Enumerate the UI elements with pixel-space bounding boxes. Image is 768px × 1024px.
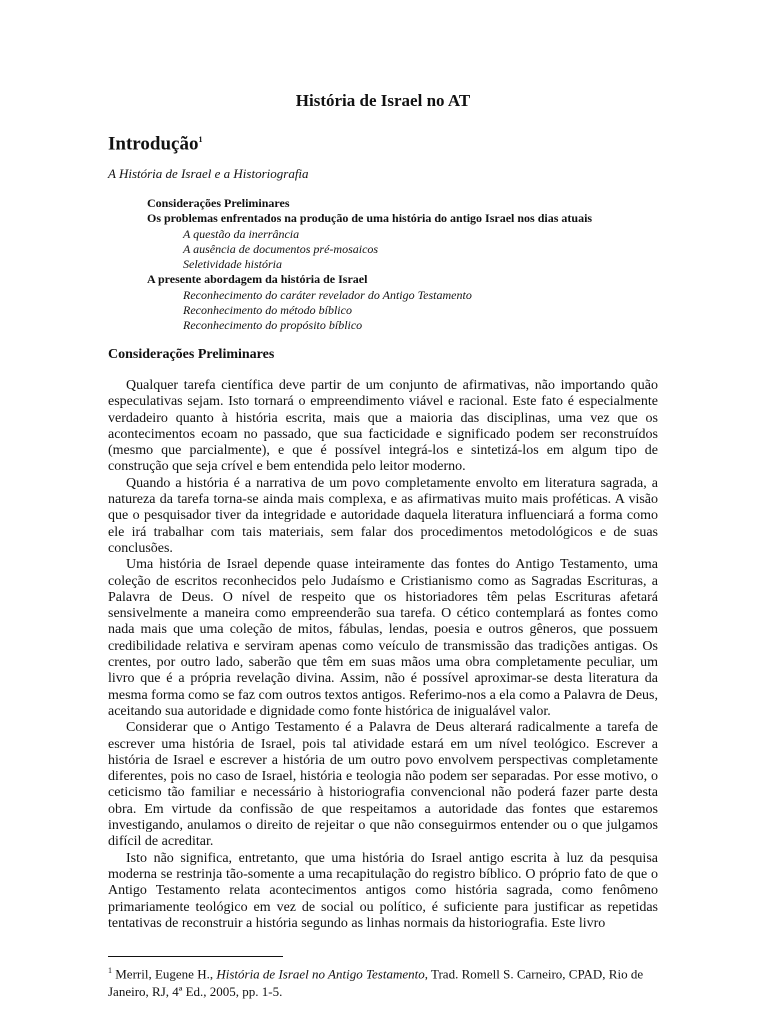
intro-heading-text: Introdução [108, 133, 199, 155]
body-text [108, 378, 658, 932]
outline-subitem: Reconhecimento do propósito bíblico [183, 318, 363, 333]
paragraph: Isto não significa, entretanto, que uma história do Israel antigo escrita à luz da pesquisa moderna se restrinja tão-somente a uma recapitulação do registro bíblico. O próprio fato de que o Antigo Testamento relata acontecimentos antigos como história sagrada, como fenômeno primariamente teológico em vez de social ou político, é suficiente para justificar as repetidas tentativas de reconstruir a história segundo as linhas normais da historiografia. Este livro [108, 850, 658, 931]
outline-item: A presente abordagem da história de Israel [147, 272, 368, 287]
document-title: História de Israel no AT [295, 91, 471, 110]
outline-subitem: Seletividade história [183, 257, 282, 272]
outline-subitem: A questão da inerrância [183, 226, 300, 241]
footnote-book-title: História de Israel no Antigo Testamento [216, 966, 425, 982]
intro-heading [108, 128, 202, 156]
footnote-details: , Trad. Romell S. Carneiro, CPAD, Rio de Janeiro, RJ, 4ª Ed., 2005, pp. 1-5. [108, 966, 644, 1000]
outline-item: Considerações Preliminares [147, 196, 290, 210]
footnote-author: Merril, Eugene H., [112, 966, 217, 982]
footnote-ref: 1 [198, 135, 203, 144]
outline-subitem: A ausência de documentos pré-mosaicos [183, 241, 379, 256]
outline-subitem: Reconhecimento do caráter revelador do Antigo Testamento [183, 287, 472, 302]
outline-subitem: Reconhecimento do método bíblico [183, 303, 352, 318]
section-heading: Considerações Preliminares [108, 347, 275, 362]
footnote [108, 962, 668, 1001]
outline-item: Os problemas enfrentados na produção de uma história do antigo Israel nos dias atuais [147, 211, 593, 226]
section-subtitle: A História de Israel e a Historiografia [108, 166, 309, 181]
outline-list [147, 196, 667, 334]
paragraph: Quando a história é a narrativa de um povo completamente envolto em literatura sagrada, a natureza da tarefa torna-se ainda mais complexa, e as afirmativas muito mais proféticas. A visão que o pesquisador tiver da integridade e autoridade daquela literatura influenciará a forma como ele irá trabalhar com tais materiais, sem falar dos procedimentos metodológicos e de suas conclusões. [108, 475, 658, 556]
paragraph: Considerar que o Antigo Testamento é a Palavra de Deus alterará radicalmente a tarefa de escrever uma história de Israel, pois tal atividade estará em um nível teológico. Escrever a história de Israel e escrever a história de um outro povo envolvem perspectivas completamente diferentes, pois no caso de Israel, história e teologia não podem ser separadas. Por esse motivo, o ceticismo tão familiar e necessário à historiografia convencional não poderá fazer parte desta obra. Em virtude da confissão de que respeitamos a autoridade das fontes que estaremos investigando, anulamos o direito de rejeitar o que não conseguirmos entender ou o que julgamos difícil de acreditar. [108, 720, 658, 850]
paragraph: Uma história de Israel depende quase inteiramente das fontes do Antigo Testamento, uma coleção de escritos reconhecidos pelo Judaísmo e Cristianismo como as Sagradas Escrituras, a Palavra de Deus. O nível de respeito que os historiadores têm pelas Escrituras afetará sensivelmente a maneira como empreenderão sua tarefa. O cético contemplará as fontes como nada mais que uma coleção de mitos, fábulas, lendas, poesia e outros gêneros, que possuem credibilidade relativa e serviram apenas como veículo de transmissão das tradições antigas. Os crentes, por outro lado, saberão que têm em suas mãos uma obra completamente peculiar, um livro que é a própria revelação divina. Assim, não é possível aproximar-se desta literatura da mesma forma como se faz com outros textos antigos. Referimo-nos a ela como a Palavra de Deus, aceitando sua autoridade e dignidade como fonte histórica de inigualável valor. [108, 557, 658, 719]
footnote-divider [108, 956, 283, 957]
paragraph: Qualquer tarefa científica deve partir de um conjunto de afirmativas, não importando quão especulativas sejam. Isto tornará o empreendimento viável e racional. Este fato é especialmente verdadeiro quanto à história escrita, mais que a maioria das disciplinas, uma vez que os acontecimentos ecoam no passado, que sua facticidade e significado podem ser reconstruídos (mesmo que parcialmente), e que é possível integrá-los e sintetizá-los em algum tipo de construção que seja crível e bem entendida pelo leitor moderno. [108, 378, 658, 475]
footnote-mark: 1 [108, 966, 112, 975]
